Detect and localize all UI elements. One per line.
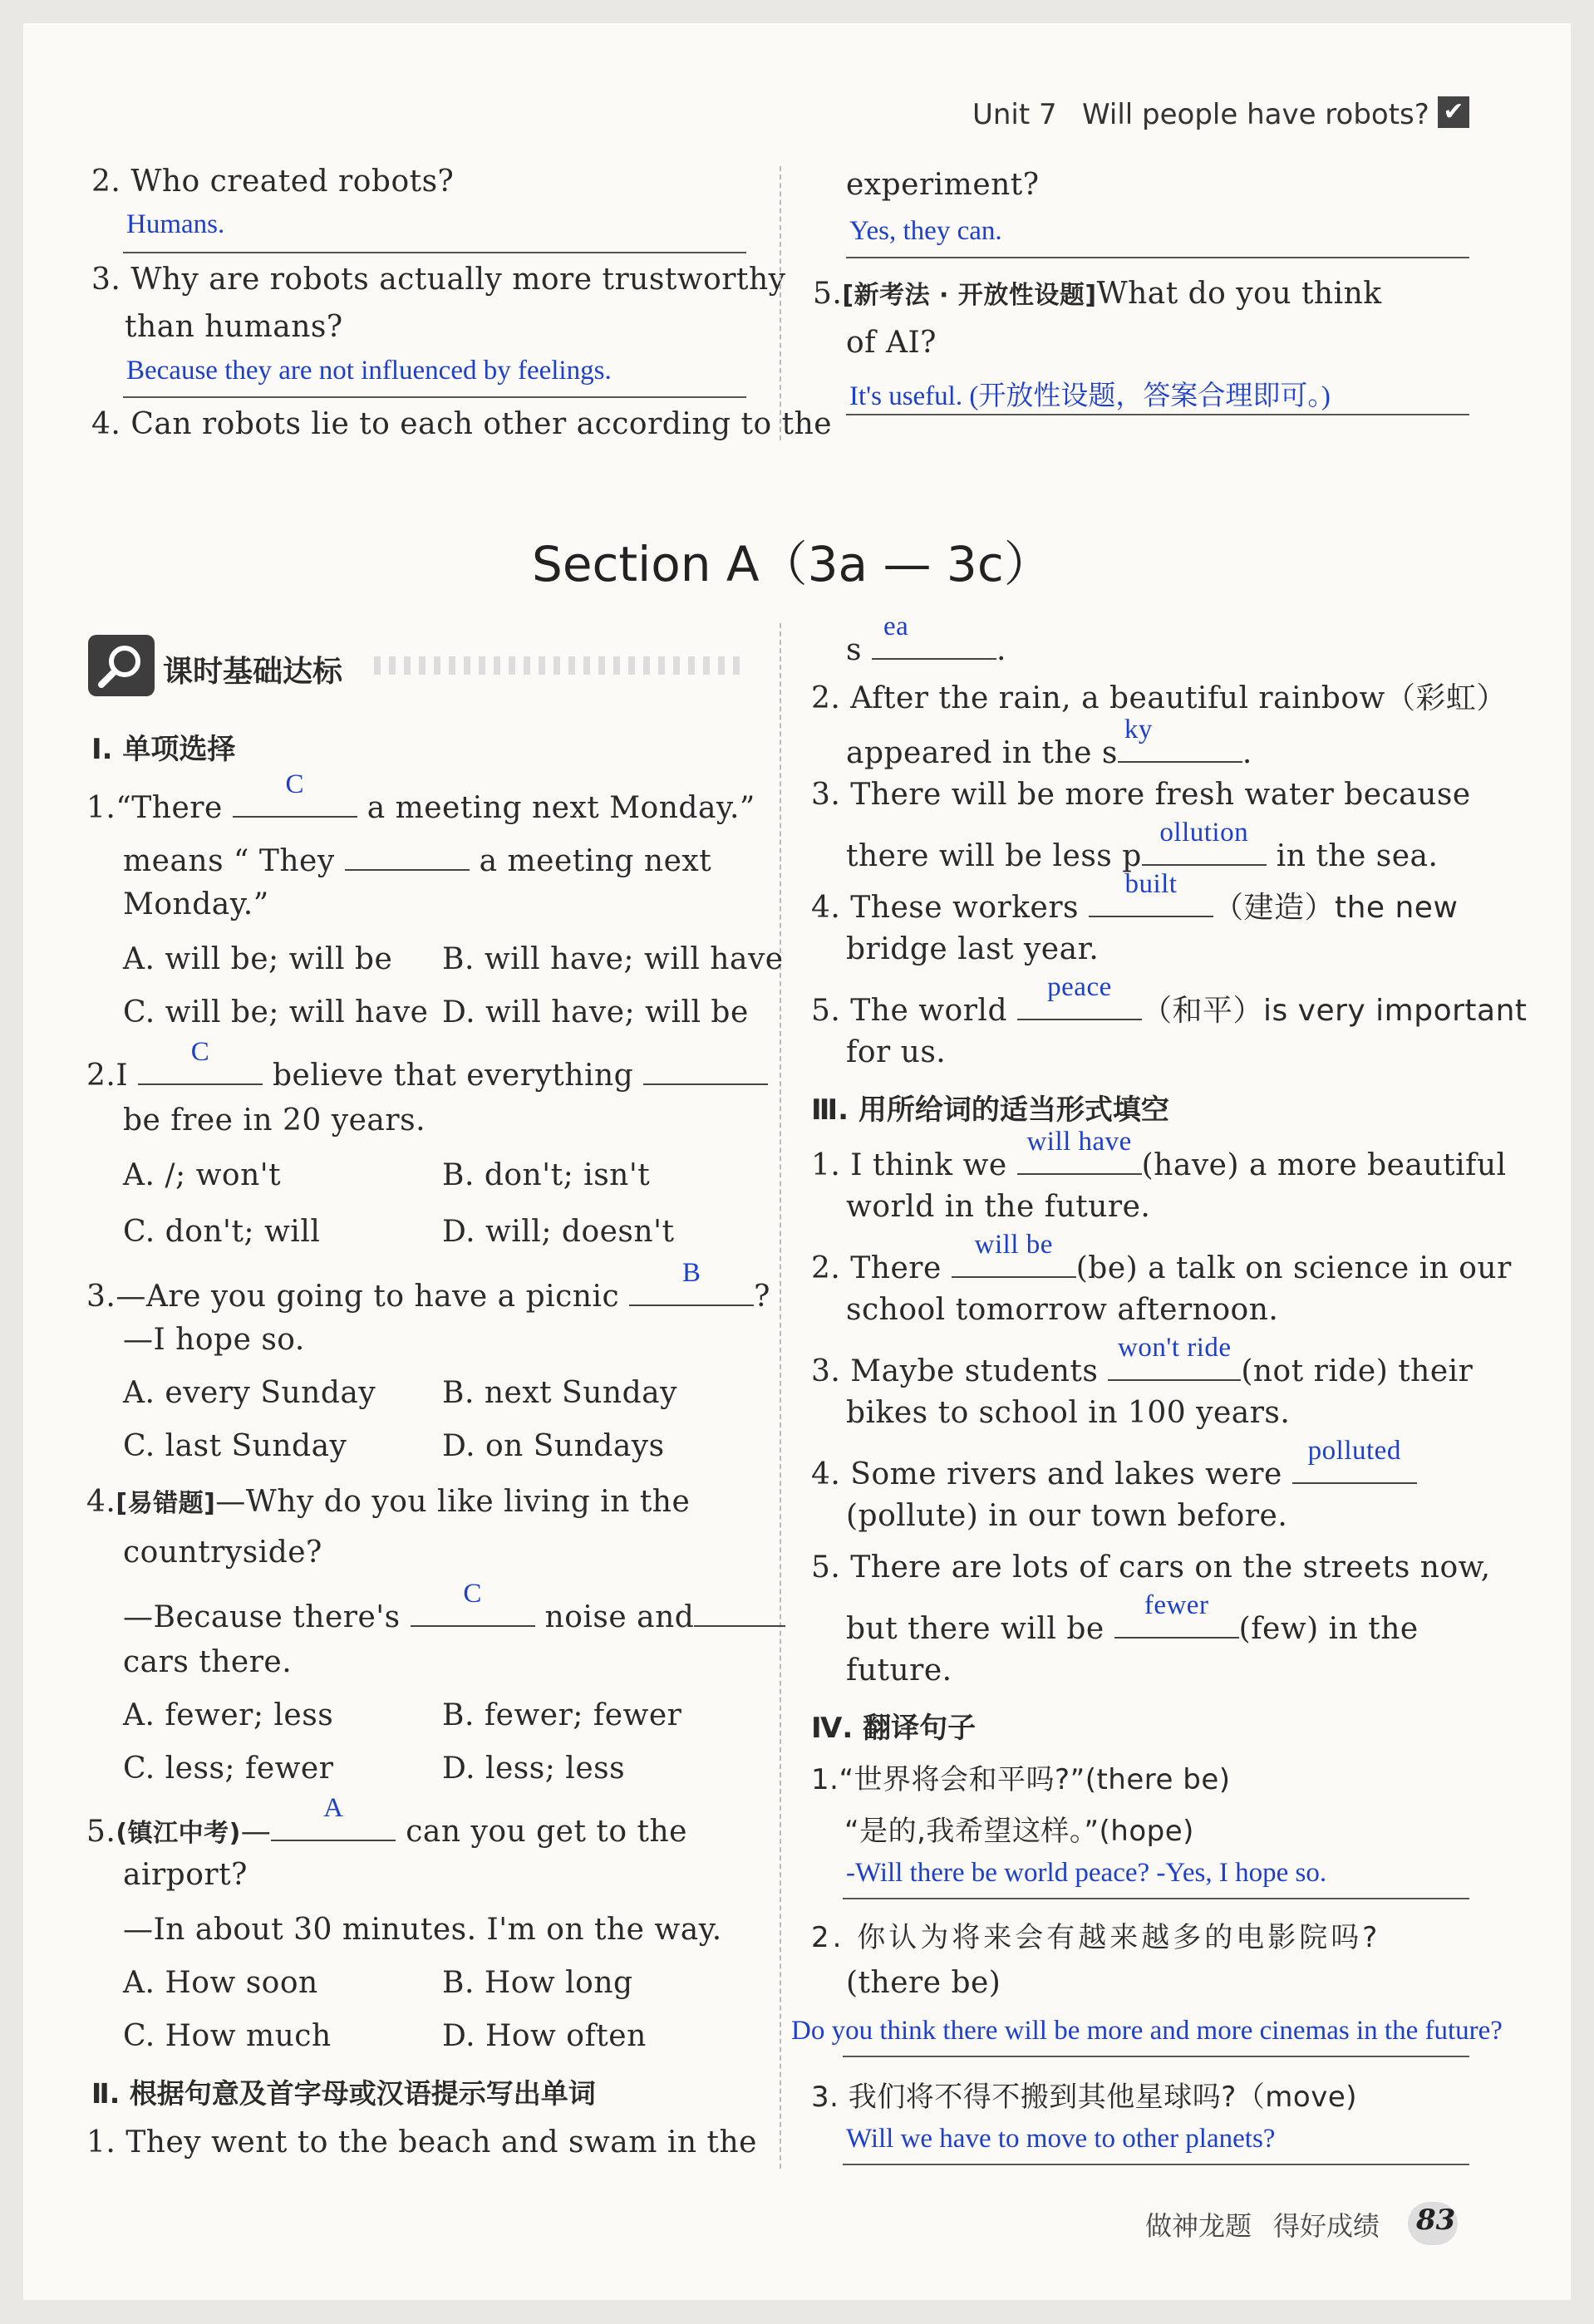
- answer-line: [843, 2164, 1469, 2165]
- p1-q5-line3: —In about 30 minutes. I'm on the way.: [123, 1913, 722, 1947]
- p1-q4-opt-a: A. fewer; less: [123, 1698, 334, 1732]
- p1-q3-line1: 3.—Are you going to have a picnic B ?: [86, 1258, 770, 1314]
- p1-q1-opt-c: C. will be; will have: [123, 995, 429, 1029]
- p1-q2-answer: C: [190, 1037, 210, 1067]
- p3-q4-answer: polluted: [1307, 1436, 1401, 1466]
- p3-q5-answer: fewer: [1144, 1590, 1209, 1620]
- p3-q2-answer: will be: [974, 1230, 1053, 1260]
- top-q2: 2. Who created robots?: [91, 165, 455, 199]
- answer-line: [843, 2056, 1469, 2057]
- p1-q5-opt-a: A. How soon: [123, 1966, 318, 2000]
- p2-q2-line1: 2. After the rain, a beautiful rainbow（彩虹）: [811, 681, 1507, 715]
- section-title: Section A（3a — 3c）: [532, 536, 1052, 592]
- p1-q1-line3: Monday.”: [123, 887, 269, 921]
- answer-line: [846, 257, 1469, 258]
- p4-q3-answer: Will we have to move to other planets?: [846, 2124, 1276, 2154]
- p3-q5-line1: 5. There are lots of cars on the streets now,: [811, 1550, 1491, 1585]
- p1-q5-line1: 5.(镇江中考)— A can you get to the: [86, 1793, 687, 1849]
- p4-q1-line1: 1.“世界将会和平吗?”(there be): [811, 1763, 1231, 1796]
- top-q3: 3. Why are robots actually more trustworthy: [91, 263, 786, 297]
- p1-q2-opt-a: A. /; won't: [123, 1158, 282, 1192]
- part3-heading: Ⅲ. 用所给词的适当形式填空: [811, 1093, 1169, 1127]
- top-q4-cont: experiment?: [846, 168, 1040, 202]
- p4-q3-line1: 3. 我们将不得不搬到其他星球吗?（move): [811, 2081, 1358, 2114]
- p3-q4-line1: 4. Some rivers and lakes were polluted: [811, 1447, 1417, 1491]
- p1-q1-answer: C: [285, 769, 304, 799]
- p3-q4-line2: (pollute) in our town before.: [846, 1499, 1288, 1533]
- p1-q3-answer: B: [681, 1258, 701, 1288]
- top-q3-cont: than humans?: [125, 310, 343, 344]
- banner-title: 课时基础达标: [163, 655, 343, 689]
- magnifier-icon: [88, 635, 155, 696]
- answer-line: [846, 414, 1469, 415]
- p2-q3-line2: there will be less p ollution in the sea.: [846, 818, 1439, 873]
- p1-q1-line2: means “ They a meeting next: [123, 834, 711, 878]
- unit-label: Unit 7: [972, 98, 1057, 131]
- p1-q5-opt-b: B. How long: [442, 1966, 633, 2000]
- page-number: 83: [1416, 2204, 1456, 2237]
- p2-q5-line2: for us.: [846, 1035, 947, 1069]
- p4-q1-line2: “是的,我希望这样。”(hope): [844, 1815, 1194, 1848]
- footer-slogan-2: 得好成绩: [1273, 2210, 1380, 2242]
- top-q5: 5.[新考法 · 开放性设题]What do you think: [813, 277, 1382, 311]
- p1-q3-opt-a: A. every Sunday: [123, 1376, 376, 1410]
- p4-q1-answer: -Will there be world peace? -Yes, I hope so.: [846, 1858, 1327, 1888]
- p1-q2-opt-c: C. don't; will: [123, 1215, 321, 1249]
- p1-q4-opt-b: B. fewer; fewer: [442, 1698, 682, 1732]
- p2-q2-answer: ky: [1124, 715, 1153, 744]
- p1-q1-opt-d: D. will have; will be: [442, 995, 749, 1029]
- p2-q3-line1: 3. There will be more fresh water because: [811, 778, 1471, 812]
- answer-line: [123, 396, 746, 398]
- p1-q3-opt-b: B. next Sunday: [442, 1376, 677, 1410]
- p2-q2-line2: appeared in the s ky .: [846, 715, 1252, 770]
- p3-q5-line3: future.: [846, 1653, 952, 1688]
- p3-q2-line2: school tomorrow afternoon.: [846, 1293, 1279, 1327]
- p2-q1-answer: ea: [883, 612, 909, 641]
- p1-q3-line2: —I hope so.: [123, 1323, 305, 1357]
- answer-line: [843, 1898, 1469, 1899]
- p2-q3-answer: ollution: [1159, 818, 1249, 848]
- p2-q4-line2: bridge last year.: [846, 932, 1100, 966]
- p1-q5-answer: A: [323, 1793, 344, 1823]
- p1-q4-line4: cars there.: [123, 1645, 293, 1679]
- p2-q5-answer: peace: [1047, 972, 1112, 1002]
- footer-slogan-1: 做神龙题: [1145, 2210, 1252, 2242]
- top-q4: 4. Can robots lie to each other according to the: [91, 407, 833, 441]
- column-divider: [780, 623, 781, 2169]
- top-q5-answer: It's useful. (开放性设题，答案合理即可。): [849, 381, 1331, 411]
- p1-q4-line2: countryside?: [123, 1535, 322, 1570]
- p1-q1-opt-a: A. will be; will be: [123, 942, 393, 976]
- p3-q2-line1: 2. There will be (be) a talk on science in our: [811, 1230, 1512, 1285]
- p1-q5-opt-c: C. How much: [123, 2019, 332, 2053]
- top-q4-answer: Yes, they can.: [849, 216, 1002, 246]
- p2-q1-line1: 1. They went to the beach and swam in the: [86, 2125, 757, 2159]
- p2-q1-line2: s ea .: [846, 612, 1006, 667]
- p4-q2-line1: 2. 你认为将来会有越来越多的电影院吗?: [811, 1921, 1381, 1954]
- check-icon: ✔: [1438, 96, 1469, 128]
- p1-q4-opt-c: C. less; fewer: [123, 1752, 334, 1786]
- p1-q2-opt-b: B. don't; isn't: [442, 1158, 651, 1192]
- p1-q2-line2: be free in 20 years.: [123, 1103, 426, 1137]
- p2-q4-line1: 4. These workers built （建造）the new: [811, 869, 1459, 925]
- part4-heading: Ⅳ. 翻译句子: [811, 1712, 977, 1745]
- part2-heading: Ⅱ. 根据句意及首字母或汉语提示写出单词: [91, 2077, 596, 2110]
- p3-q3-line1: 3. Maybe students won't ride (not ride) their: [811, 1333, 1473, 1388]
- p3-q1-line1: 1. I think we will have (have) a more beautiful: [811, 1127, 1507, 1182]
- column-divider: [780, 166, 781, 440]
- p1-q1-opt-b: B. will have; will have: [442, 942, 784, 976]
- top-q3-answer: Because they are not influenced by feelings.: [126, 356, 612, 386]
- p1-q3-opt-d: D. on Sundays: [442, 1429, 665, 1463]
- p2-q4-answer: built: [1124, 869, 1178, 899]
- unit-title: Will people have robots?: [1082, 98, 1429, 131]
- p1-q1-line1: 1.“There C a meeting next Monday.”: [86, 769, 755, 825]
- p1-q2-line1: 2.I C believe that everything: [86, 1049, 768, 1093]
- p1-q5-opt-d: D. How often: [442, 2019, 647, 2053]
- p3-q5-line2: but there will be fewer (few) in the: [846, 1590, 1419, 1646]
- p1-q3-opt-c: C. last Sunday: [123, 1429, 347, 1463]
- answer-line: [123, 252, 746, 253]
- p4-q2-answer: Do you think there will be more and more cinemas in the future?: [791, 2016, 1503, 2046]
- banner-decoration: [374, 656, 740, 675]
- p1-q4-answer: C: [463, 1579, 482, 1609]
- p3-q1-answer: will have: [1026, 1127, 1132, 1157]
- p1-q4-line3: —Because there's C noise and: [123, 1590, 785, 1634]
- top-q2-answer: Humans.: [126, 209, 225, 239]
- top-q5-cont: of AI?: [846, 326, 937, 360]
- p1-q4-line1: 4.[易错题]—Why do you like living in the: [86, 1485, 691, 1519]
- p3-q3-line2: bikes to school in 100 years.: [846, 1396, 1291, 1430]
- p3-q1-line2: world in the future.: [846, 1190, 1151, 1224]
- p1-q2-opt-d: D. will; doesn't: [442, 1215, 675, 1249]
- part1-heading: Ⅰ. 单项选择: [91, 733, 236, 766]
- p1-q4-opt-d: D. less; less: [442, 1752, 626, 1786]
- p3-q3-answer: won't ride: [1118, 1333, 1232, 1363]
- p2-q5-line1: 5. The world peace （和平）is very important: [811, 972, 1528, 1028]
- p4-q2-line2: (there be): [846, 1966, 1001, 2000]
- p1-q5-line2: airport?: [123, 1858, 248, 1892]
